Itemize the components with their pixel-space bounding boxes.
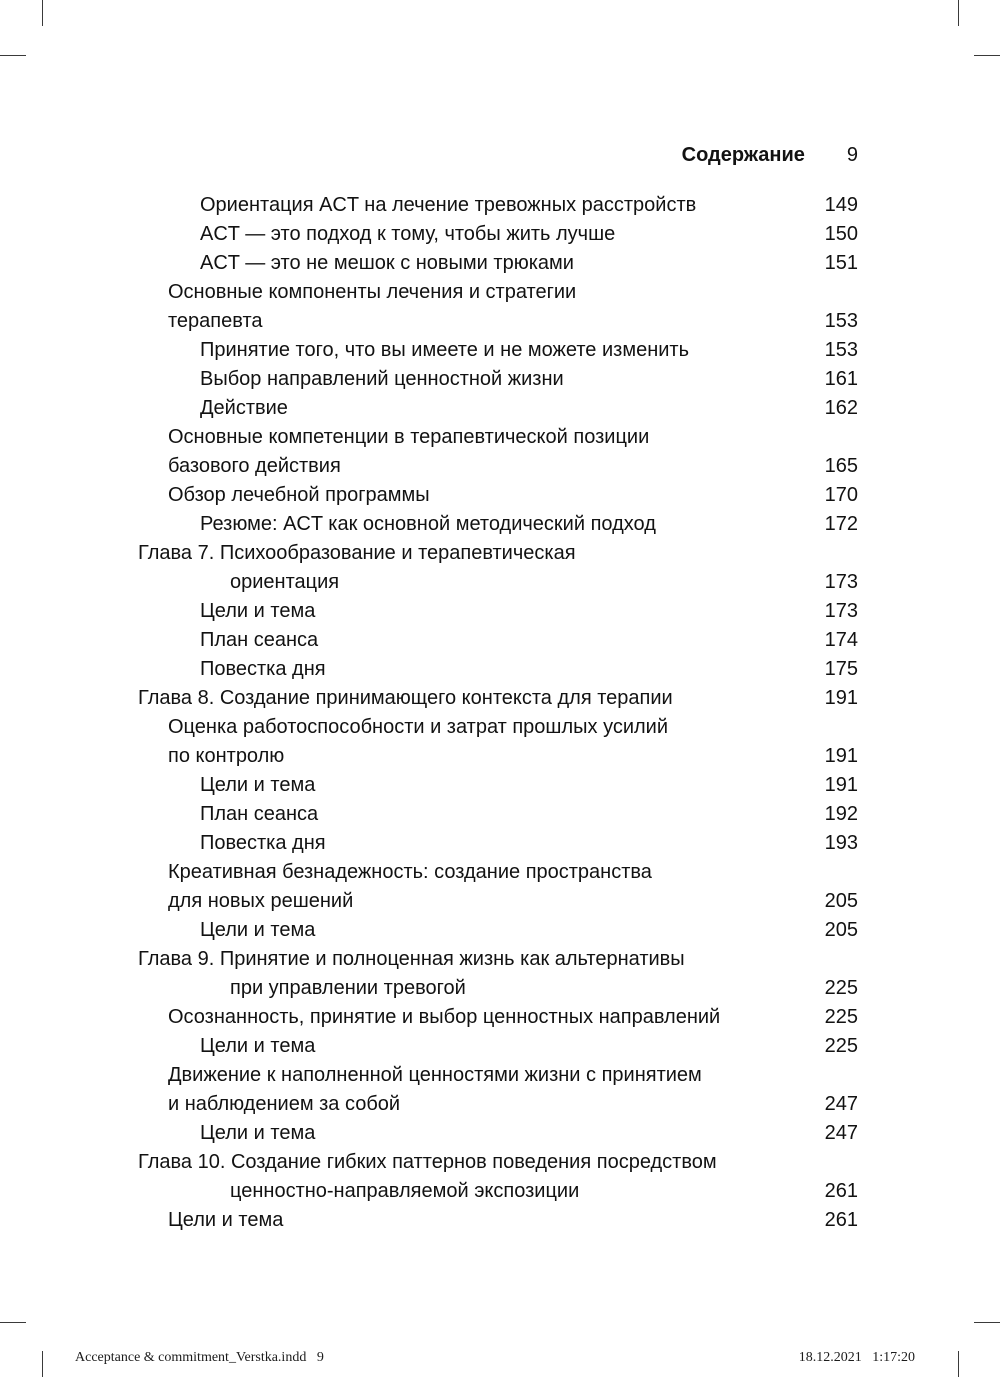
toc-entry-text: ценностно-направляемой экспозиции bbox=[230, 1180, 580, 1202]
toc-entry-page: 161 bbox=[824, 368, 858, 390]
toc-chapter-entry bbox=[138, 684, 858, 713]
toc-line bbox=[138, 974, 858, 1003]
toc-entry-text: Осознанность, принятие и выбор ценностных направлений bbox=[168, 1006, 721, 1028]
crop-mark bbox=[974, 1322, 1000, 1323]
toc-entry-page: 193 bbox=[824, 832, 858, 854]
toc-entry-text: Глава 10. Создание гибких паттернов поведения посредством bbox=[138, 1151, 717, 1173]
toc-entry bbox=[138, 510, 858, 539]
toc-entry bbox=[138, 829, 858, 858]
toc-line bbox=[138, 626, 858, 655]
toc-entry bbox=[138, 597, 858, 626]
toc-entry-page: 175 bbox=[824, 658, 858, 680]
toc-entry bbox=[138, 655, 858, 684]
toc-entry bbox=[138, 1119, 858, 1148]
toc-entry-page: 170 bbox=[824, 484, 858, 506]
toc-entry bbox=[138, 1003, 858, 1032]
toc-chapter-entry bbox=[138, 945, 858, 1003]
toc-entry-text: Резюме: ACT как основной методический подход bbox=[200, 513, 656, 535]
page-header bbox=[138, 144, 858, 167]
toc-line bbox=[138, 684, 858, 713]
toc-entry-text: План сеанса bbox=[200, 629, 319, 651]
toc-line bbox=[138, 1119, 858, 1148]
toc-line bbox=[138, 191, 858, 220]
page-header-number: 9 bbox=[846, 144, 858, 166]
toc-entry-text: Основные компоненты лечения и стратегии bbox=[168, 281, 577, 303]
toc-entry-page: 191 bbox=[824, 745, 858, 767]
toc-line bbox=[138, 655, 858, 684]
toc-entry-page: 247 bbox=[824, 1093, 858, 1115]
toc-chapter-entry bbox=[138, 1148, 858, 1206]
toc-entry-page: 151 bbox=[824, 252, 858, 274]
toc-entry-text: Повестка дня bbox=[200, 658, 326, 680]
crop-mark bbox=[42, 1351, 43, 1377]
crop-mark bbox=[0, 1322, 26, 1323]
toc-entry-text: при управлении тревогой bbox=[230, 977, 466, 999]
toc-line bbox=[138, 713, 858, 742]
toc-entry bbox=[138, 713, 858, 771]
toc-line bbox=[138, 800, 858, 829]
crop-mark bbox=[0, 55, 26, 56]
toc-chapter-entry bbox=[138, 539, 858, 597]
toc-line bbox=[138, 307, 858, 336]
toc-entry-text: Основные компетенции в терапевтической позиции bbox=[168, 426, 650, 448]
toc-entry-page: 173 bbox=[824, 571, 858, 593]
toc-entry bbox=[138, 394, 858, 423]
toc-entry-page: 162 bbox=[824, 397, 858, 419]
toc-entry bbox=[138, 916, 858, 945]
toc-line bbox=[138, 945, 858, 974]
toc-entry-page: 153 bbox=[824, 339, 858, 361]
toc-entry-page: 192 bbox=[824, 803, 858, 825]
toc-line bbox=[138, 510, 858, 539]
toc-entry bbox=[138, 423, 858, 481]
toc-line bbox=[138, 742, 858, 771]
toc-line bbox=[138, 278, 858, 307]
toc-line bbox=[138, 771, 858, 800]
toc-entry bbox=[138, 481, 858, 510]
toc-line bbox=[138, 336, 858, 365]
toc-line bbox=[138, 249, 858, 278]
toc-entry-text: для новых решений bbox=[168, 890, 354, 912]
toc-line bbox=[138, 1206, 858, 1235]
toc-entry-page: 191 bbox=[824, 687, 858, 709]
toc-line bbox=[138, 1090, 858, 1119]
toc-line bbox=[138, 1032, 858, 1061]
toc-entry bbox=[138, 626, 858, 655]
toc-line bbox=[138, 452, 858, 481]
toc-entry-page: 205 bbox=[824, 919, 858, 941]
toc-line bbox=[138, 829, 858, 858]
toc-entry-text: Выбор направлений ценностной жизни bbox=[200, 368, 564, 390]
toc-entry-page: 165 bbox=[824, 455, 858, 477]
toc-entry-page: 261 bbox=[824, 1180, 858, 1202]
toc-entry-text: Ориентация ACT на лечение тревожных расстройств bbox=[200, 194, 697, 216]
toc-entry-page: 172 bbox=[824, 513, 858, 535]
crop-mark bbox=[958, 1351, 959, 1377]
toc-line bbox=[138, 481, 858, 510]
toc-entry-text: Оценка работоспособности и затрат прошлых усилий bbox=[168, 716, 669, 738]
toc-entry bbox=[138, 191, 858, 220]
toc-entry-page: 173 bbox=[824, 600, 858, 622]
toc-entry bbox=[138, 220, 858, 249]
toc-entry-text: План сеанса bbox=[200, 803, 319, 825]
toc-entry-page: 153 bbox=[824, 310, 858, 332]
toc-line bbox=[138, 220, 858, 249]
toc-entry-text: Цели и тема bbox=[200, 1122, 316, 1144]
toc-entry-page: 225 bbox=[824, 977, 858, 999]
footer-slug: Acceptance & commitment_Verstka.indd 9 bbox=[75, 1350, 324, 1365]
toc-line bbox=[138, 1003, 858, 1032]
toc-entry-text: Глава 8. Создание принимающего контекста для терапии bbox=[138, 687, 673, 709]
toc-entry-text: терапевта bbox=[168, 310, 263, 332]
toc-entry-text: Повестка дня bbox=[200, 832, 326, 854]
toc-entry-text: Движение к наполненной ценностями жизни с принятием bbox=[168, 1064, 702, 1086]
toc-entry-text: базового действия bbox=[168, 455, 341, 477]
toc-entry bbox=[138, 278, 858, 336]
toc-entry-text: Цели и тема bbox=[168, 1209, 284, 1231]
table-of-contents bbox=[138, 191, 858, 1235]
toc-entry-page: 225 bbox=[824, 1006, 858, 1028]
toc-line bbox=[138, 597, 858, 626]
toc-entry-text: ACT — это подход к тому, чтобы жить лучше bbox=[200, 223, 616, 245]
toc-entry bbox=[138, 800, 858, 829]
crop-mark bbox=[974, 55, 1000, 56]
toc-entry bbox=[138, 336, 858, 365]
toc-line bbox=[138, 916, 858, 945]
toc-entry-page: 174 bbox=[824, 629, 858, 651]
toc-entry bbox=[138, 1061, 858, 1119]
toc-line bbox=[138, 1148, 858, 1177]
toc-entry-text: Цели и тема bbox=[200, 774, 316, 796]
toc-entry-text: по контролю bbox=[168, 745, 285, 767]
toc-line bbox=[138, 1177, 858, 1206]
toc-line bbox=[138, 887, 858, 916]
toc-entry-text: Действие bbox=[200, 397, 288, 419]
toc-entry-page: 149 bbox=[824, 194, 858, 216]
crop-mark bbox=[42, 0, 43, 26]
toc-entry-text: ACT — это не мешок с новыми трюками bbox=[200, 252, 574, 274]
page-footer bbox=[75, 1350, 915, 1366]
toc-entry-text: Цели и тема bbox=[200, 1035, 316, 1057]
toc-entry-text: ориентация bbox=[230, 571, 340, 593]
toc-entry-text: Креативная безнадежность: создание пространства bbox=[168, 861, 652, 883]
toc-entry-text: Глава 7. Психообразование и терапевтическая bbox=[138, 542, 576, 564]
page-header-title: Содержание bbox=[681, 144, 805, 166]
toc-entry bbox=[138, 365, 858, 394]
toc-line bbox=[138, 1061, 858, 1090]
toc-entry-page: 191 bbox=[824, 774, 858, 796]
toc-line bbox=[138, 365, 858, 394]
toc-entry bbox=[138, 249, 858, 278]
toc-entry bbox=[138, 858, 858, 916]
toc-entry-text: Цели и тема bbox=[200, 600, 316, 622]
toc-line bbox=[138, 858, 858, 887]
toc-entry-page: 247 bbox=[824, 1122, 858, 1144]
toc-entry-page: 261 bbox=[824, 1209, 858, 1231]
toc-line bbox=[138, 394, 858, 423]
toc-line bbox=[138, 568, 858, 597]
toc-line bbox=[138, 423, 858, 452]
toc-entry bbox=[138, 1032, 858, 1061]
crop-mark bbox=[958, 0, 959, 26]
toc-entry-text: Принятие того, что вы имеете и не можете изменить bbox=[200, 339, 689, 361]
toc-entry-text: Глава 9. Принятие и полноценная жизнь как альтернативы bbox=[138, 948, 685, 970]
toc-entry-page: 205 bbox=[824, 890, 858, 912]
toc-entry-text: и наблюдением за собой bbox=[168, 1093, 401, 1115]
footer-timestamp: 18.12.2021 1:17:20 bbox=[798, 1350, 915, 1365]
toc-entry-text: Обзор лечебной программы bbox=[168, 484, 430, 506]
toc-entry-page: 225 bbox=[824, 1035, 858, 1057]
toc-entry bbox=[138, 771, 858, 800]
toc-line bbox=[138, 539, 858, 568]
toc-entry-page: 150 bbox=[824, 223, 858, 245]
toc-entry bbox=[138, 1206, 858, 1235]
toc-entry-text: Цели и тема bbox=[200, 919, 316, 941]
